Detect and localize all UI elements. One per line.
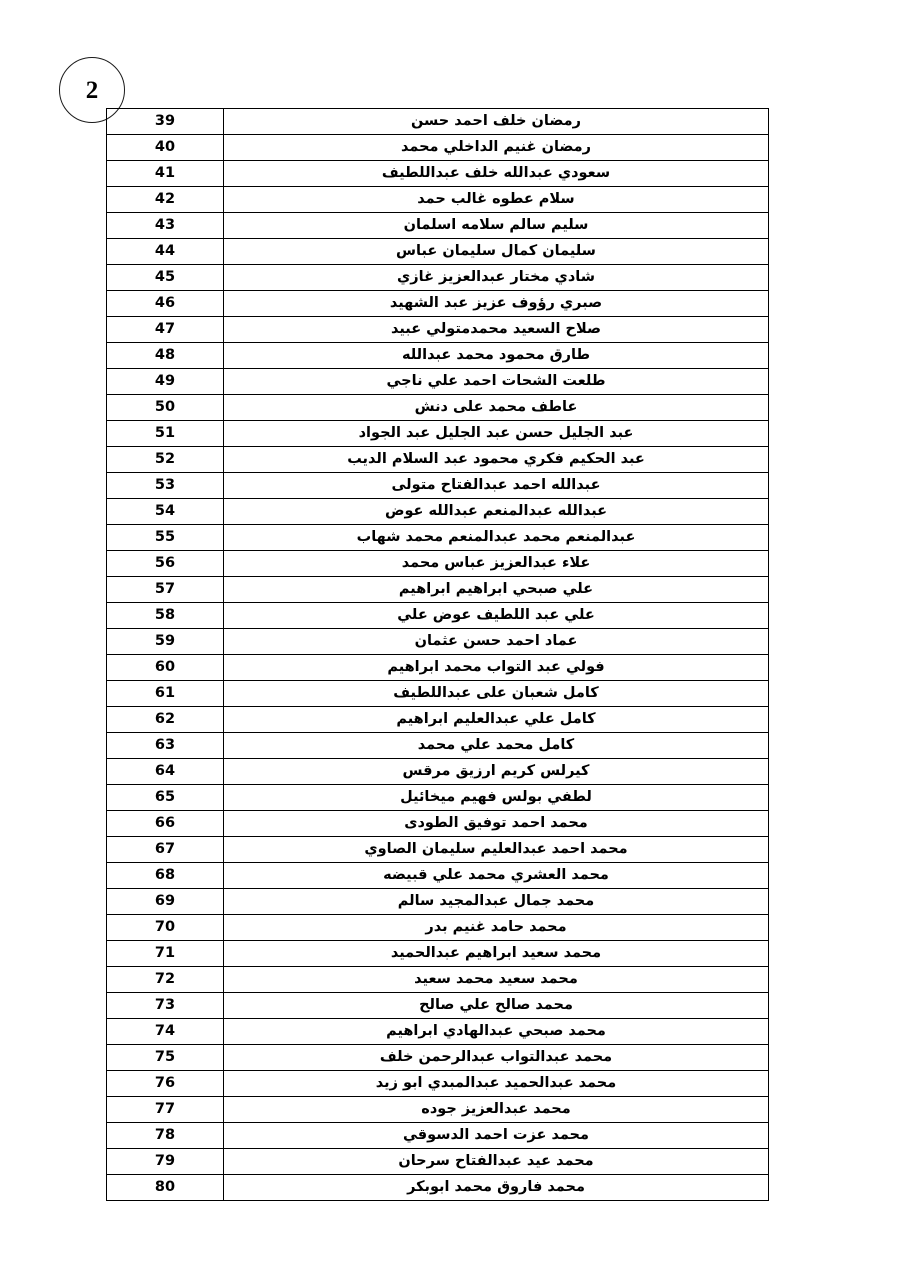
table-row — [107, 1045, 769, 1071]
cell-number: 42 — [107, 187, 224, 213]
table-row — [107, 889, 769, 915]
cell-number: 47 — [107, 317, 224, 343]
table-row — [107, 1123, 769, 1149]
table-row — [107, 473, 769, 499]
cell-number: 73 — [107, 993, 224, 1019]
cell-number: 49 — [107, 369, 224, 395]
cell-number: 65 — [107, 785, 224, 811]
table-row — [107, 343, 769, 369]
table-row — [107, 915, 769, 941]
cell-number: 40 — [107, 135, 224, 161]
cell-name: محمد عزت احمد الدسوقي — [224, 1123, 769, 1149]
table-row — [107, 395, 769, 421]
cell-name: عبدالمنعم محمد عبدالمنعم محمد شهاب — [224, 525, 769, 551]
cell-name: عبدالله احمد عبدالفتاح متولى — [224, 473, 769, 499]
table-row — [107, 811, 769, 837]
cell-number: 55 — [107, 525, 224, 551]
cell-name: محمد صالح علي صالح — [224, 993, 769, 1019]
cell-number: 64 — [107, 759, 224, 785]
cell-name: محمد جمال عبدالمجيد سالم — [224, 889, 769, 915]
cell-name: طلعت الشحات احمد علي ناجي — [224, 369, 769, 395]
cell-name: محمد حامد غنيم بدر — [224, 915, 769, 941]
cell-number: 69 — [107, 889, 224, 915]
table-row — [107, 447, 769, 473]
cell-number: 67 — [107, 837, 224, 863]
table-row — [107, 1097, 769, 1123]
table-row — [107, 551, 769, 577]
table-row — [107, 759, 769, 785]
cell-number: 44 — [107, 239, 224, 265]
cell-name: كامل شعبان على عبداللطيف — [224, 681, 769, 707]
table-row — [107, 681, 769, 707]
table-row — [107, 577, 769, 603]
cell-name: علاء عبدالعزيز عباس محمد — [224, 551, 769, 577]
table-row — [107, 863, 769, 889]
cell-number: 52 — [107, 447, 224, 473]
cell-name: عماد احمد حسن عثمان — [224, 629, 769, 655]
cell-name: محمد عيد عبدالفتاح سرحان — [224, 1149, 769, 1175]
table-row — [107, 1149, 769, 1175]
cell-number: 50 — [107, 395, 224, 421]
cell-number: 43 — [107, 213, 224, 239]
cell-name: محمد احمد عبدالعليم سليمان الصاوي — [224, 837, 769, 863]
cell-name: رمضان غنيم الداخلي محمد — [224, 135, 769, 161]
cell-name: محمد العشري محمد علي قبيضه — [224, 863, 769, 889]
cell-name: محمد احمد توفيق الطودى — [224, 811, 769, 837]
cell-name: عبد الجليل حسن عبد الجليل عبد الجواد — [224, 421, 769, 447]
cell-number: 66 — [107, 811, 224, 837]
cell-number: 61 — [107, 681, 224, 707]
cell-name: كامل علي عبدالعليم ابراهيم — [224, 707, 769, 733]
table-row — [107, 135, 769, 161]
cell-number: 53 — [107, 473, 224, 499]
cell-name: سلام عطوه غالب حمد — [224, 187, 769, 213]
cell-name: رمضان خلف احمد حسن — [224, 109, 769, 135]
table-row — [107, 291, 769, 317]
cell-number: 63 — [107, 733, 224, 759]
cell-number: 48 — [107, 343, 224, 369]
cell-number: 70 — [107, 915, 224, 941]
names-table-container — [129, 108, 769, 1201]
table-row — [107, 421, 769, 447]
table-row — [107, 239, 769, 265]
cell-number: 45 — [107, 265, 224, 291]
names-table — [106, 108, 769, 1201]
cell-number: 57 — [107, 577, 224, 603]
cell-number: 39 — [107, 109, 224, 135]
table-row — [107, 499, 769, 525]
cell-number: 80 — [107, 1175, 224, 1201]
table-row — [107, 109, 769, 135]
cell-name: سعودي عبدالله خلف عبداللطيف — [224, 161, 769, 187]
cell-name: سليم سالم سلامه اسلمان — [224, 213, 769, 239]
cell-name: عاطف محمد على دنش — [224, 395, 769, 421]
cell-name: فولي عبد التواب محمد ابراهيم — [224, 655, 769, 681]
table-row — [107, 733, 769, 759]
table-row — [107, 265, 769, 291]
cell-name: صلاح السعيد محمدمتولي عبيد — [224, 317, 769, 343]
table-row — [107, 629, 769, 655]
table-row — [107, 161, 769, 187]
cell-number: 76 — [107, 1071, 224, 1097]
table-row — [107, 837, 769, 863]
cell-number: 71 — [107, 941, 224, 967]
cell-number: 77 — [107, 1097, 224, 1123]
table-row — [107, 967, 769, 993]
table-row — [107, 213, 769, 239]
cell-name: عبد الحكيم فكري محمود عبد السلام الديب — [224, 447, 769, 473]
page-number-badge: 2 — [59, 57, 125, 123]
cell-name: علي صبحي ابراهيم ابراهيم — [224, 577, 769, 603]
cell-number: 75 — [107, 1045, 224, 1071]
cell-number: 46 — [107, 291, 224, 317]
cell-name: طارق محمود محمد عبدالله — [224, 343, 769, 369]
table-row — [107, 655, 769, 681]
cell-name: محمد فاروق محمد ابوبكر — [224, 1175, 769, 1201]
cell-name: محمد صبحي عبدالهادي ابراهيم — [224, 1019, 769, 1045]
cell-number: 72 — [107, 967, 224, 993]
cell-number: 58 — [107, 603, 224, 629]
cell-name: لطفي بولس فهيم ميخائيل — [224, 785, 769, 811]
cell-name: محمد سعيد محمد سعيد — [224, 967, 769, 993]
table-row — [107, 993, 769, 1019]
table-row — [107, 941, 769, 967]
cell-number: 54 — [107, 499, 224, 525]
table-row — [107, 525, 769, 551]
cell-number: 60 — [107, 655, 224, 681]
table-row — [107, 317, 769, 343]
cell-number: 79 — [107, 1149, 224, 1175]
table-row — [107, 187, 769, 213]
names-table-body — [107, 109, 769, 1201]
cell-number: 56 — [107, 551, 224, 577]
cell-number: 62 — [107, 707, 224, 733]
cell-name: صبري رؤوف عزيز عبد الشهيد — [224, 291, 769, 317]
cell-name: محمد عبدالعزيز جوده — [224, 1097, 769, 1123]
cell-number: 68 — [107, 863, 224, 889]
cell-name: محمد عبدالتواب عبدالرحمن خلف — [224, 1045, 769, 1071]
table-row — [107, 1175, 769, 1201]
cell-number: 74 — [107, 1019, 224, 1045]
cell-number: 78 — [107, 1123, 224, 1149]
table-row — [107, 785, 769, 811]
cell-name: محمد سعيد ابراهيم عبدالحميد — [224, 941, 769, 967]
table-row — [107, 1071, 769, 1097]
cell-name: عبدالله عبدالمنعم عبدالله عوض — [224, 499, 769, 525]
cell-name: شادي مختار عبدالعزيز غازي — [224, 265, 769, 291]
table-row — [107, 1019, 769, 1045]
cell-number: 51 — [107, 421, 224, 447]
table-row — [107, 369, 769, 395]
table-row — [107, 603, 769, 629]
cell-name: محمد عبدالحميد عبدالمبدي ابو زيد — [224, 1071, 769, 1097]
cell-name: سليمان كمال سليمان عباس — [224, 239, 769, 265]
cell-number: 59 — [107, 629, 224, 655]
cell-number: 41 — [107, 161, 224, 187]
cell-name: كامل محمد علي محمد — [224, 733, 769, 759]
table-row — [107, 707, 769, 733]
cell-name: كيرلس كريم ارزيق مرقس — [224, 759, 769, 785]
cell-name: علي عبد اللطيف عوض علي — [224, 603, 769, 629]
